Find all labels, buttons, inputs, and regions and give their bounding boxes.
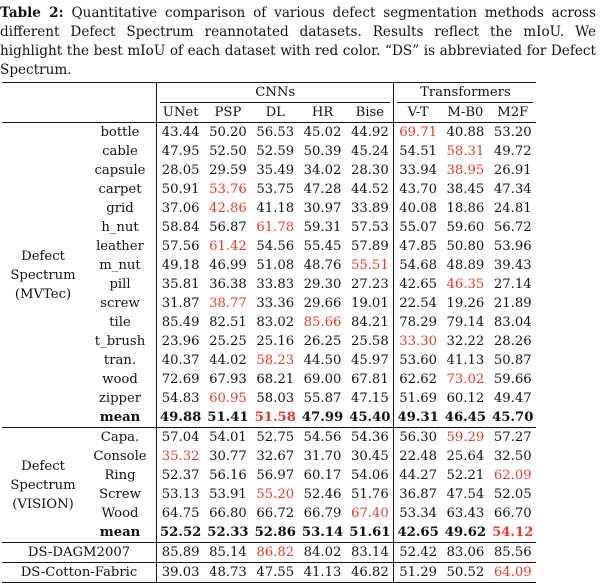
value-cell: 49.72 [493,144,532,159]
value-cell: 57.53 [350,220,389,235]
group-label-line: Spectrum [10,267,76,283]
value-cell: 84.02 [299,543,346,563]
row-label: carpet [98,182,142,197]
value-cell: 53.91 [209,487,247,502]
best-value-cell: 60.95 [209,391,247,406]
group-label-line: Defect [21,458,65,474]
value-cell: 85.14 [204,543,251,563]
value-cell: 51.61 [349,525,391,540]
value-cell: 34.02 [303,163,342,178]
value-cell: 25.64 [446,449,485,464]
value-cell: 54.36 [346,428,394,448]
best-value-cell: 51.58 [254,410,296,425]
value-cell: 66.80 [209,506,247,521]
best-value-cell: 54.12 [492,525,534,540]
best-value-cell: 55.51 [350,258,389,273]
group-label-line: (VISION) [12,496,74,512]
row-label: leather [96,239,144,254]
value-cell: 46.45 [444,410,487,425]
table-row [2,123,536,143]
value-cell: 54.56 [299,428,346,448]
row-label: Capa. [84,428,157,448]
value-cell: 27.14 [493,277,532,292]
value-cell: 50.52 [442,563,489,583]
value-cell: 32.22 [446,334,485,349]
row-label: Screw [99,487,141,502]
value-cell: 39.43 [493,258,532,273]
row-label: bottle [84,123,157,143]
value-cell: 27.23 [350,277,389,292]
value-cell: 41.13 [299,563,346,583]
value-cell: 23.96 [157,332,205,351]
row-label: Wood [101,506,139,521]
value-cell: 21.89 [493,296,532,311]
value-cell: 53.96 [493,239,532,254]
value-cell: 85.49 [157,313,205,332]
value-cell: 45.40 [349,410,391,425]
best-value-cell: 55.20 [256,487,295,502]
value-cell: 64.75 [157,504,205,523]
value-cell: 54.06 [350,468,389,483]
value-cell: 26.91 [493,163,532,178]
value-cell: 84.21 [350,315,389,330]
table-caption [0,4,596,80]
value-cell: 54.51 [394,142,442,161]
value-cell: 41.13 [446,353,485,368]
value-cell: 28.30 [350,163,389,178]
value-cell: 41.18 [256,201,295,216]
value-cell: 49.88 [157,408,205,428]
value-cell: 29.66 [303,296,342,311]
value-cell: 44.27 [394,466,442,485]
value-cell: 49.47 [493,391,532,406]
results-table [2,82,536,583]
row-label: tran. [103,353,137,368]
value-cell: 33.83 [256,277,295,292]
best-value-cell: 59.29 [442,428,489,448]
value-cell: 22.48 [394,447,442,466]
col-header: HR [311,105,334,120]
value-cell: 83.02 [256,315,295,330]
value-cell: 43.70 [394,180,442,199]
group-label-line: Defect [21,248,65,264]
value-cell: 62.62 [394,370,442,389]
value-cell: 47.95 [157,142,205,161]
table-row [2,428,536,448]
value-cell: 32.67 [256,449,295,464]
value-cell: 63.43 [446,506,485,521]
row-label: tile [109,315,131,330]
best-value-cell: 38.95 [446,163,485,178]
value-cell: 52.50 [209,144,247,159]
value-cell: 56.30 [394,428,442,448]
value-cell: 44.02 [209,353,247,368]
value-cell: 40.37 [157,351,205,370]
value-cell: 29.59 [209,163,247,178]
value-cell: 45.24 [350,144,389,159]
value-cell: 53.75 [256,182,295,197]
value-cell: 53.13 [157,485,205,504]
value-cell: 42.65 [394,523,442,543]
value-cell: 83.14 [346,543,394,563]
value-cell: 47.34 [493,182,532,197]
value-cell: 51.29 [394,563,442,583]
value-cell: 33.36 [256,296,295,311]
value-cell: 18.86 [446,201,485,216]
value-cell: 40.08 [394,199,442,218]
value-cell: 35.49 [256,163,295,178]
value-cell: 40.88 [442,123,489,143]
value-cell: 53.60 [394,351,442,370]
best-value-cell: 58.23 [256,353,295,368]
best-value-cell: 61.42 [209,239,247,254]
best-value-cell: 61.78 [256,220,295,235]
value-cell: 54.01 [204,428,251,448]
value-cell: 57.04 [157,428,205,448]
value-cell: 32.50 [493,449,532,464]
value-cell: 57.89 [350,239,389,254]
value-cell: 50.20 [204,123,251,143]
value-cell: 54.68 [394,256,442,275]
value-cell: 25.25 [209,334,247,349]
value-cell: 46.82 [346,563,394,583]
best-value-cell: 58.31 [446,144,485,159]
value-cell: 35.81 [157,275,205,294]
value-cell: 52.46 [303,487,342,502]
value-cell: 66.70 [493,506,532,521]
row-label: mean [99,525,141,540]
value-cell: 60.17 [303,468,342,483]
row-label: DS-Cotton-Fabric [2,563,157,583]
col-header: V-T [394,103,442,123]
col-header: M-B0 [447,105,484,120]
group-label-line: Spectrum [10,477,76,493]
row-label: pill [109,277,131,292]
value-cell: 53.34 [394,504,442,523]
value-cell: 49.31 [394,408,442,428]
value-cell: 56.97 [256,468,295,483]
value-cell: 51.08 [256,258,295,273]
value-cell: 47.85 [394,237,442,256]
value-cell: 43.44 [157,123,205,143]
row-label: wood [102,372,138,387]
value-cell: 49.18 [157,256,205,275]
value-cell: 58.84 [157,218,205,237]
caption-text: Quantitative comparison of various defect segmentation methods across different Defect Spectrum reannotated datasets. Results reflect the mIoU. We highlight the best mIoU of each dataset with red color. “DS” is abbreviated for Defect Spectrum. [0,5,597,78]
value-cell: 59.66 [493,372,532,387]
value-cell: 45.97 [350,353,389,368]
row-label: mean [99,410,141,425]
value-cell: 52.21 [446,468,485,483]
value-cell: 36.87 [394,485,442,504]
value-cell: 68.21 [256,372,295,387]
caption-label: Table 2: [0,5,64,21]
value-cell: 50.91 [157,180,205,199]
value-cell: 48.73 [204,563,251,583]
best-value-cell: 38.77 [209,296,247,311]
value-cell: 66.79 [303,506,342,521]
row-label: cable [102,144,138,159]
value-cell: 59.31 [303,220,342,235]
best-value-cell: 64.09 [489,563,536,583]
value-cell: 54.83 [157,389,205,408]
row-label: t_brush [94,334,146,349]
value-cell: 31.70 [303,449,342,464]
header-group-row [2,83,536,104]
row-label: h_nut [101,220,139,235]
value-cell: 56.72 [493,220,532,235]
value-cell: 50.87 [493,353,532,368]
value-cell: 67.93 [209,372,247,387]
value-cell: 33.89 [350,201,389,216]
value-cell: 83.04 [493,315,532,330]
best-value-cell: 67.40 [350,506,389,521]
best-value-cell: 69.71 [394,123,442,143]
value-cell: 67.81 [350,372,389,387]
value-cell: 42.65 [394,275,442,294]
value-cell: 66.72 [256,506,295,521]
value-cell: 47.54 [446,487,485,502]
value-cell: 56.16 [209,468,247,483]
row-label: m_nut [99,258,141,273]
col-header: DL [265,105,285,120]
value-cell: 79.14 [446,315,485,330]
value-cell: 33.94 [394,161,442,180]
value-cell: 54.56 [256,239,295,254]
row-label: grid [106,201,134,216]
best-value-cell: 42.86 [209,201,247,216]
value-cell: 38.45 [446,182,485,197]
value-cell: 44.92 [346,123,394,143]
col-header: UNet [157,103,205,123]
value-cell: 37.06 [157,199,205,218]
value-cell: 53.14 [301,525,344,540]
value-cell: 28.05 [157,161,205,180]
dataset-row [2,563,536,583]
value-cell: 85.89 [157,543,205,563]
row-label: DS-DAGM2007 [2,543,157,563]
value-cell: 56.87 [209,220,247,235]
value-cell: 60.12 [446,391,485,406]
best-value-cell: 62.09 [493,468,532,483]
dataset-group-label [2,428,84,543]
value-cell: 51.69 [394,389,442,408]
value-cell: 47.15 [350,391,389,406]
row-label: capsule [94,163,146,178]
value-cell: 58.03 [256,391,295,406]
value-cell: 30.77 [209,449,247,464]
row-label: Ring [104,468,136,483]
value-cell: 47.28 [303,182,342,197]
row-label: zipper [98,391,142,406]
cnns-group-header: CNNs [160,83,390,103]
value-cell: 56.53 [252,123,299,143]
value-cell: 50.39 [303,144,342,159]
value-cell: 49.62 [444,525,487,540]
dataset-group-label [2,123,84,428]
value-cell: 48.89 [446,258,485,273]
best-value-cell: 86.82 [252,543,299,563]
value-cell: 52.37 [157,466,205,485]
row-label: screw [100,296,140,311]
value-cell: 26.25 [303,334,342,349]
value-cell: 44.52 [350,182,389,197]
best-value-cell: 53.76 [209,182,247,197]
value-cell: 52.33 [207,525,249,540]
transformers-group-header: Transformers [397,83,533,103]
value-cell: 45.02 [299,123,346,143]
value-cell: 48.76 [303,258,342,273]
value-cell: 52.05 [493,487,532,502]
row-label: Console [93,449,147,464]
value-cell: 51.41 [207,410,249,425]
value-cell: 25.58 [350,334,389,349]
value-cell: 44.50 [303,353,342,368]
best-value-cell: 33.30 [394,332,442,351]
value-cell: 57.56 [157,237,205,256]
value-cell: 47.55 [252,563,299,583]
value-cell: 78.29 [394,313,442,332]
value-cell: 31.87 [157,294,205,313]
value-cell: 57.27 [489,428,536,448]
value-cell: 52.86 [254,525,296,540]
col-header: M2F [497,105,529,120]
value-cell: 82.51 [209,315,247,330]
header-column-row [2,103,536,123]
value-cell: 19.26 [446,296,485,311]
value-cell: 55.45 [303,239,342,254]
value-cell: 72.69 [157,370,205,389]
value-cell: 19.01 [350,296,389,311]
value-cell: 52.75 [252,428,299,448]
col-header: Bise [355,105,385,120]
value-cell: 53.20 [489,123,536,143]
dataset-row [2,543,536,563]
value-cell: 83.06 [442,543,489,563]
value-cell: 51.76 [350,487,389,502]
value-cell: 30.97 [303,201,342,216]
value-cell: 25.16 [256,334,295,349]
value-cell: 55.07 [394,218,442,237]
value-cell: 24.81 [493,201,532,216]
col-header: PSP [214,105,242,120]
value-cell: 28.26 [493,334,532,349]
best-value-cell: 35.32 [157,447,205,466]
value-cell: 59.60 [446,220,485,235]
value-cell: 52.42 [394,543,442,563]
best-value-cell: 73.02 [446,372,485,387]
value-cell: 36.38 [209,277,247,292]
value-cell: 46.99 [209,258,247,273]
value-cell: 55.87 [303,391,342,406]
value-cell: 52.59 [256,144,295,159]
value-cell: 29.30 [303,277,342,292]
value-cell: 69.00 [303,372,342,387]
group-label-line: (MVTec) [14,286,72,302]
value-cell: 22.54 [394,294,442,313]
value-cell: 85.56 [489,543,536,563]
value-cell: 50.80 [446,239,485,254]
value-cell: 52.52 [157,523,205,543]
best-value-cell: 46.35 [446,277,485,292]
value-cell: 30.45 [350,449,389,464]
value-cell: 39.03 [157,563,205,583]
value-cell: 47.99 [301,410,344,425]
best-value-cell: 85.66 [303,315,342,330]
value-cell: 45.70 [492,410,534,425]
